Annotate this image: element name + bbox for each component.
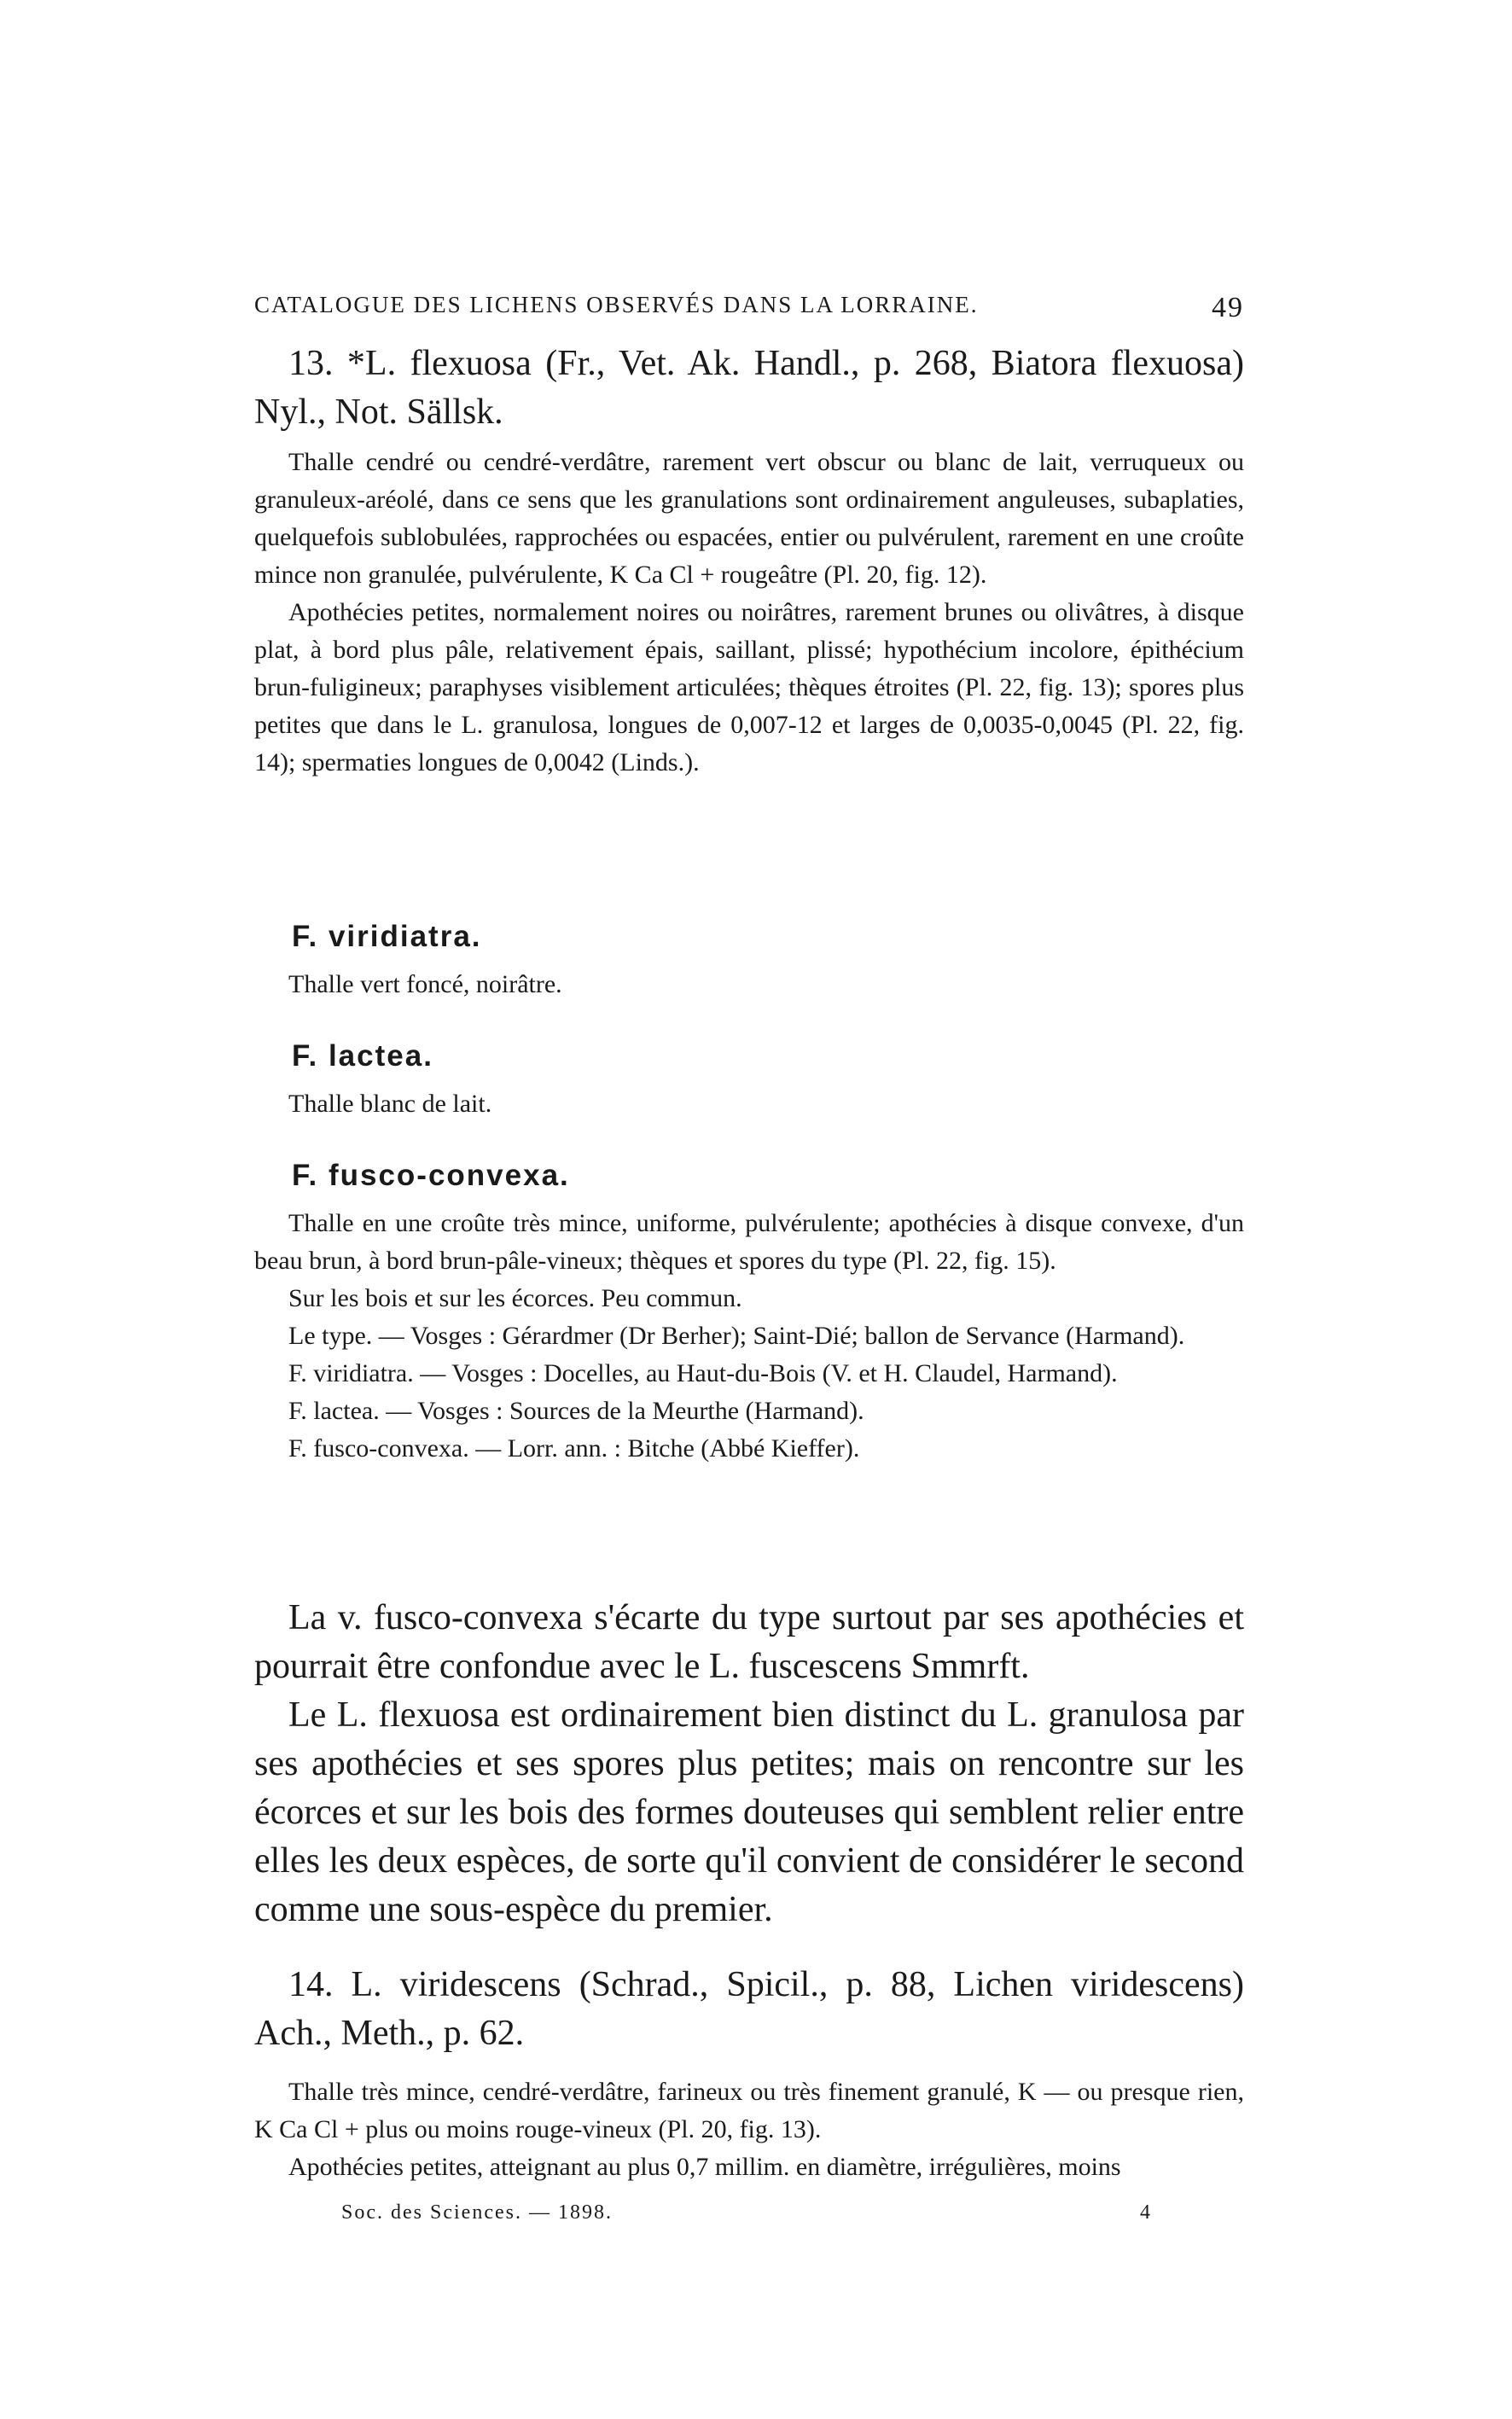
entry-13-heading: 13. *L. flexuosa (Fr., Vet. Ak. Handl., p. 268, Biatora flexuosa) Nyl., Not. Sällsk. xyxy=(254,344,1244,432)
footer-signature: 4 xyxy=(1140,2201,1152,2224)
locality-type: Le type. — Vosges : Gérardmer (Dr Berher); Saint-Dié; ballon de Servance (Harmand). xyxy=(288,1322,1185,1350)
habitat-text: Sur les bois et sur les écorces. Peu commun. xyxy=(288,1284,742,1312)
page-footer xyxy=(341,2201,1152,2224)
running-title: CATALOGUE DES LICHENS OBSERVÉS DANS LA LORRAINE. xyxy=(254,292,979,317)
remark-paragraph-1: La v. fusco-convexa s'écarte du type surtout par ses apothécies et pourrait être confondue avec le L. fuscescens Smmrft. xyxy=(254,1598,1244,1686)
entry-14-thallus: Thalle très mince, cendré-verdâtre, farineux ou très finement granulé, K — ou presque rien, K Ca Cl + plus ou moins rouge-vineux (Pl. 20, fig. 13). xyxy=(254,2078,1244,2143)
form-title-fusco-convexa: F. fusco-convexa. xyxy=(292,1159,570,1192)
form-desc-fusco-convexa: Thalle en une croûte très mince, uniforme, pulvérulente; apothécies à disque convexe, d'un beau brun, à bord brun-pâle-vineux; thèques et spores du type (Pl. 22, fig. 15). xyxy=(254,1209,1244,1275)
entry-14-apothecia: Apothécies petites, atteignant au plus 0,7 millim. en diamètre, irrégulières, moins xyxy=(288,2153,1121,2181)
page-number: 49 xyxy=(1212,292,1244,323)
entry-14 xyxy=(254,1961,1244,2186)
remark-paragraph-2: Le L. flexuosa est ordinairement bien distinct du L. granulosa par ses apothécies et ses spores plus petites; mais on rencontre sur les écorces et sur les bois des formes douteuses qui semblent relier entre elles les deux espèces, de sorte qu'il convient de considérer le second comme une sous-espèce du premier. xyxy=(254,1695,1244,1929)
form-title-lactea: F. lactea. xyxy=(292,1039,433,1073)
form-desc-viridiatra: Thalle vert foncé, noirâtre. xyxy=(288,970,562,998)
form-desc-lactea: Thalle blanc de lait. xyxy=(288,1090,492,1118)
entry-13-apothecia: Apothécies petites, normalement noires ou noirâtres, rarement brunes ou olivâtres, à disque plat, à bord plus pâle, relativement épais, saillant, plissé; hypothécium incolore, épithécium brun-fuligineux; paraphyses visiblement articulées; thèques étroites (Pl. 22, fig. 13); spores plus petites que dans le L. granulosa, longues de 0,007-12 et larges de 0,0035-0,0045 (Pl. 22, fig. 14); spermaties longues de 0,0042 (Linds.). xyxy=(254,598,1244,776)
form-title-viridiatra: F. viridiatra. xyxy=(292,920,482,953)
entry-13-thallus: Thalle cendré ou cendré-verdâtre, rarement vert obscur ou blanc de lait, verruqueux ou granuleux-aréolé, dans ce sens que les granulations sont ordinairement anguleuses, subaplaties, quelquefois sublobulées, rapprochées ou espacées, entier ou pulvérulent, rarement en une croûte mince non granulée, pulvérulente, K Ca Cl + rougeâtre (Pl. 20, fig. 12). xyxy=(254,448,1244,589)
forms-section xyxy=(254,920,1244,1468)
footer-society: Soc. des Sciences. — 1898. xyxy=(341,2201,613,2224)
entry-13 xyxy=(254,340,1244,782)
locality-lactea: F. lactea. — Vosges : Sources de la Meurthe (Harmand). xyxy=(288,1397,864,1425)
remarks-section xyxy=(254,1594,1244,1934)
running-header xyxy=(254,292,1244,324)
locality-viridiatra: F. viridiatra. — Vosges : Docelles, au Haut-du-Bois (V. et H. Claudel, Harmand). xyxy=(288,1359,1118,1387)
entry-14-heading: 14. L. viridescens (Schrad., Spicil., p. 88, Lichen viridescens) Ach., Meth., p. 62. xyxy=(254,1965,1244,2053)
locality-fusco-convexa: F. fusco-convexa. — Lorr. ann. : Bitche (Abbé Kieffer). xyxy=(288,1434,860,1462)
